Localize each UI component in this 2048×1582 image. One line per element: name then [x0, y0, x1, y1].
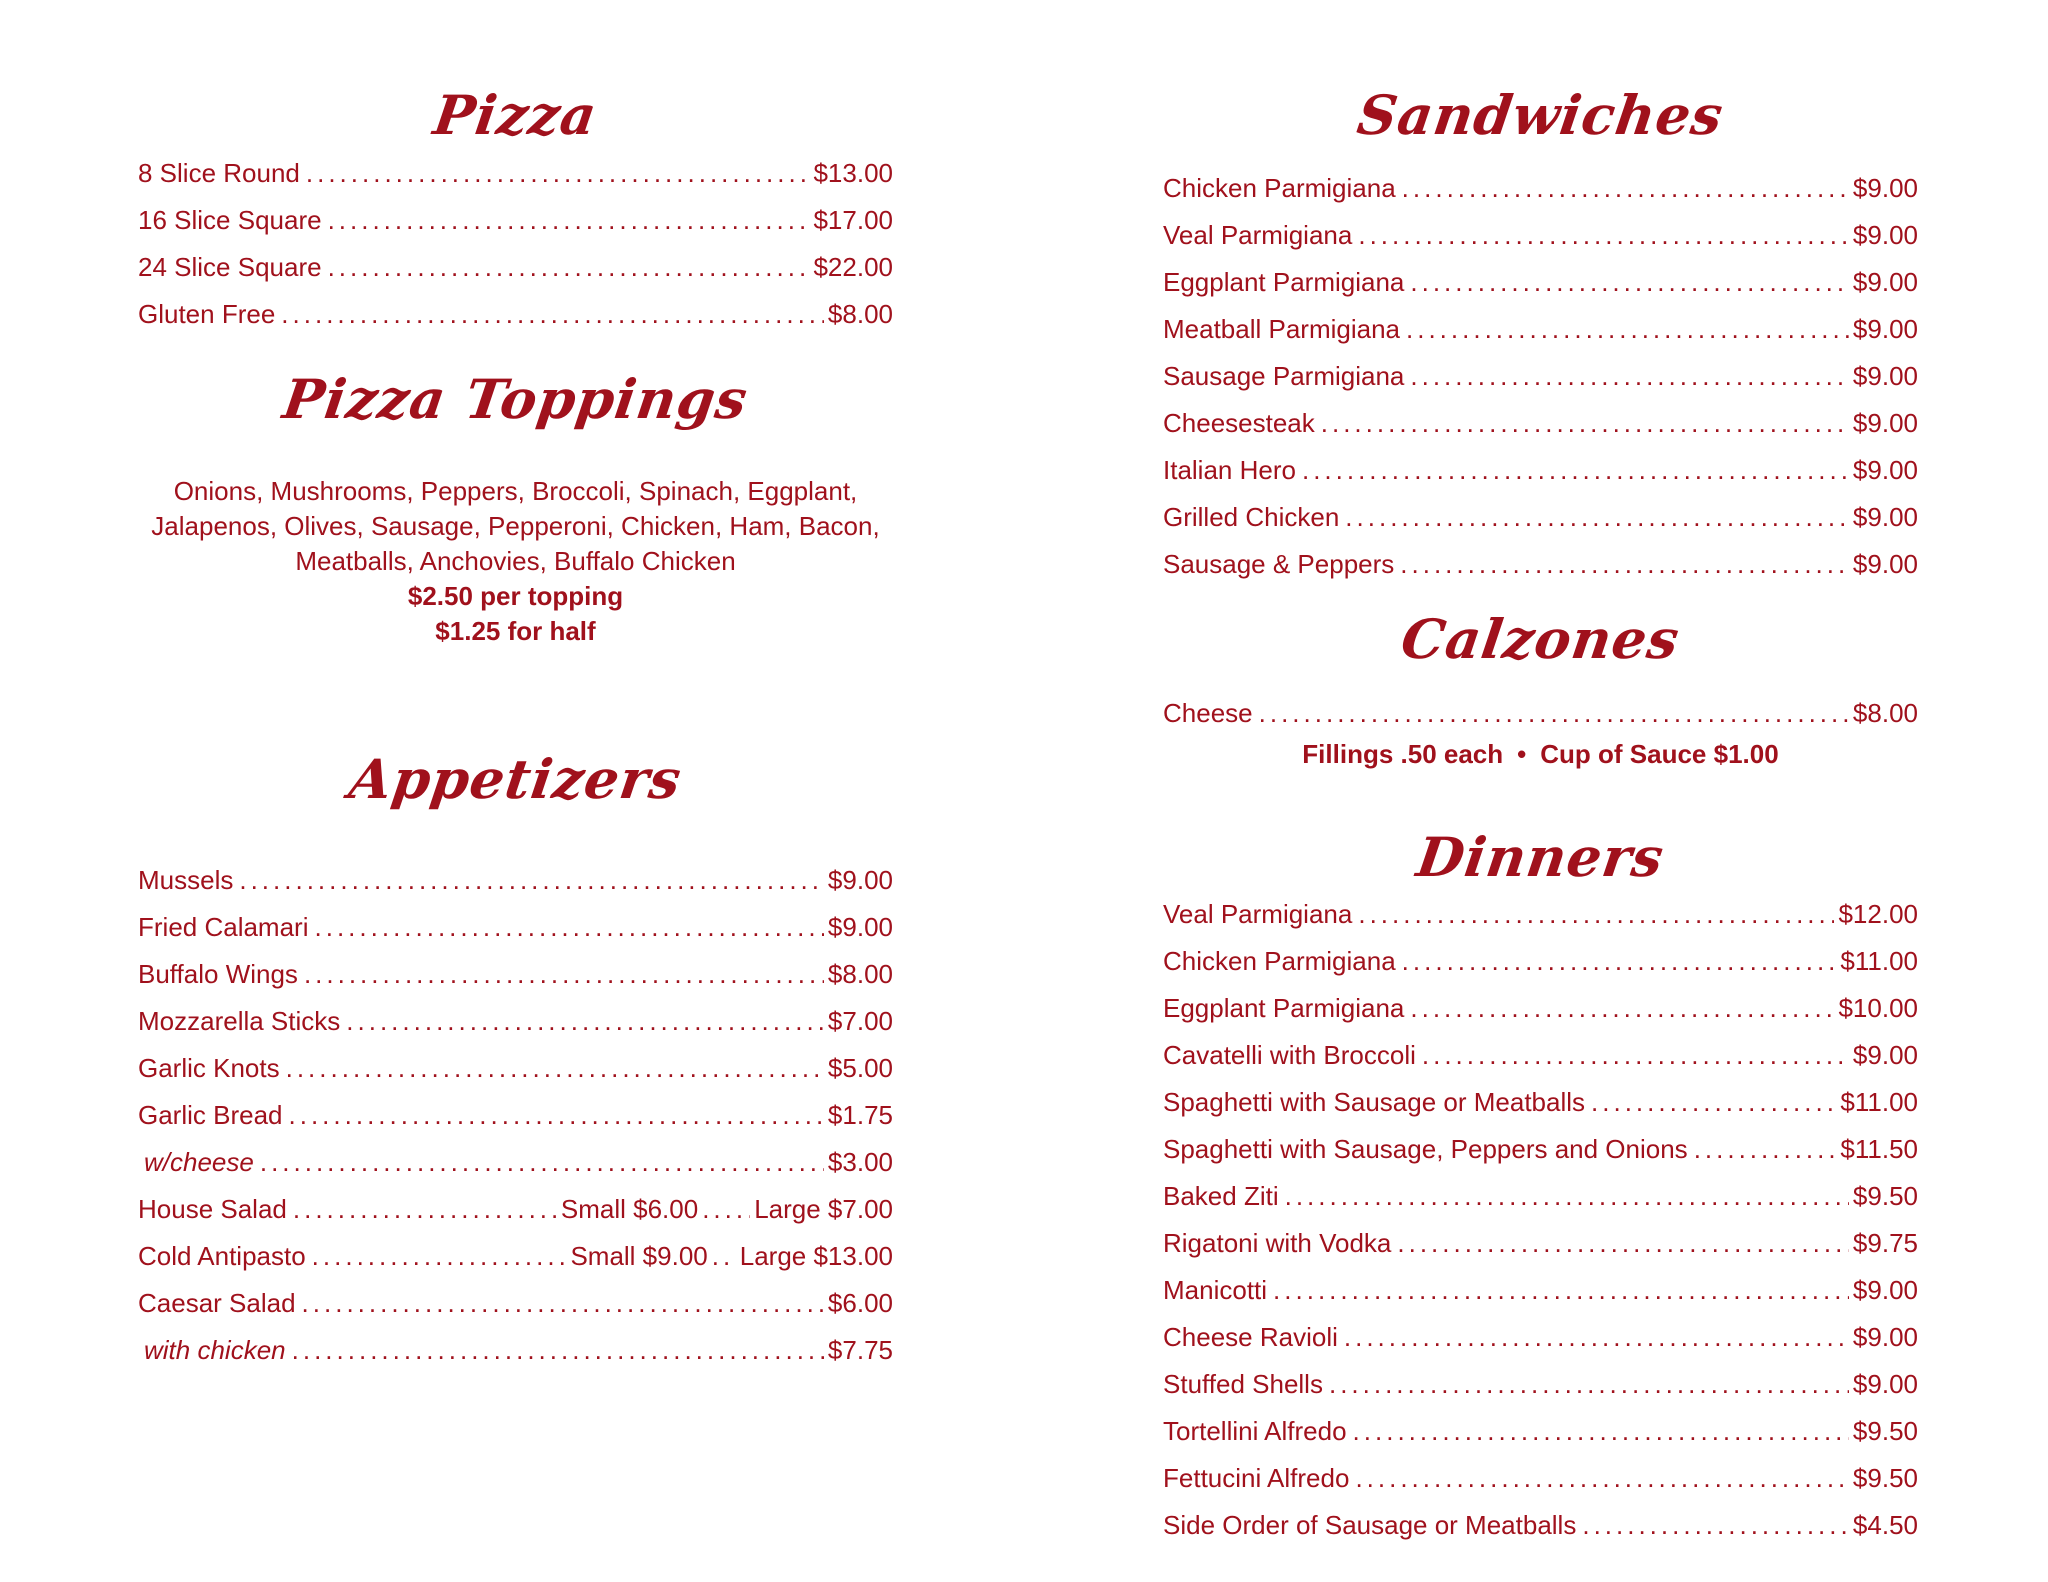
topping-half-price: $1.25 for half	[435, 616, 596, 646]
dinners-heading: Dinners	[1412, 825, 1669, 889]
menu-item-option	[138, 1327, 893, 1374]
leader-dots	[281, 291, 824, 338]
leader-dots	[328, 244, 810, 291]
menu-item	[1163, 259, 1918, 306]
calzone-note	[1163, 737, 1918, 772]
item-price: $9.00	[1852, 455, 1918, 485]
leader-dots	[328, 197, 810, 244]
item-price: $12.00	[1838, 899, 1918, 929]
item-name: Veal Parmigiana	[1163, 220, 1353, 250]
item-name: Mozzarella Sticks	[138, 1006, 341, 1036]
item-name: Spaghetti with Sausage or Meatballs	[1163, 1087, 1586, 1117]
item-price: $9.75	[1852, 1228, 1918, 1258]
leader-dots	[1582, 1502, 1849, 1549]
menu-item	[1163, 1267, 1918, 1314]
menu-item	[138, 244, 893, 291]
menu-item	[1163, 1502, 1918, 1549]
leader-dots	[1400, 541, 1849, 588]
item-name: Veal Parmigiana	[1163, 899, 1353, 929]
menu-item	[1163, 1220, 1918, 1267]
fillings-note: Fillings .50 each	[1302, 739, 1504, 769]
item-name: Chicken Parmigiana	[1163, 173, 1396, 203]
item-name: Buffalo Wings	[138, 959, 298, 989]
item-name: w/cheese	[144, 1147, 254, 1177]
item-name: House Salad	[138, 1194, 287, 1224]
menu-item	[1163, 447, 1918, 494]
item-price-large: Large $13.00	[739, 1241, 893, 1271]
calzones-list	[1163, 690, 1918, 772]
item-name: Eggplant Parmigiana	[1163, 267, 1405, 297]
item-name: Gluten Free	[138, 299, 276, 329]
item-price: $1.75	[827, 1100, 893, 1130]
leader-dots	[289, 1092, 824, 1139]
leader-dots	[1410, 353, 1849, 400]
leader-dots	[1353, 1408, 1849, 1455]
leader-dots	[1329, 1361, 1849, 1408]
sandwiches-heading: Sandwiches	[1353, 83, 1728, 147]
item-name: 24 Slice Square	[138, 252, 322, 282]
menu-item	[1163, 1079, 1918, 1126]
menu-item	[1163, 212, 1918, 259]
leader-dots	[1285, 1173, 1849, 1220]
menu-item	[138, 197, 893, 244]
leader-dots	[302, 1280, 824, 1327]
item-name: Eggplant Parmigiana	[1163, 993, 1405, 1023]
pizza-list	[138, 150, 893, 338]
item-name: Manicotti	[1163, 1275, 1268, 1305]
pizza-heading: Pizza	[429, 83, 602, 147]
menu-item	[1163, 1032, 1918, 1079]
item-price: $9.00	[827, 912, 893, 942]
leader-dots	[1345, 494, 1849, 541]
menu-item	[1163, 891, 1918, 938]
leader-dots	[346, 998, 824, 1045]
item-name: Caesar Salad	[138, 1288, 296, 1318]
menu-item	[1163, 938, 1918, 985]
calzones-heading: Calzones	[1397, 607, 1684, 671]
item-price: $9.00	[1852, 1322, 1918, 1352]
menu-item	[1163, 1173, 1918, 1220]
item-price: $11.00	[1840, 946, 1918, 976]
item-price: $7.00	[827, 1006, 893, 1036]
leader-dots	[1410, 259, 1849, 306]
appetizers-list	[138, 857, 893, 1374]
item-price: $17.00	[813, 205, 893, 235]
item-price: $9.00	[1852, 267, 1918, 297]
menu-item	[1163, 353, 1918, 400]
item-name: Sausage & Peppers	[1163, 549, 1395, 579]
item-price: $13.00	[813, 158, 893, 188]
menu-item	[138, 150, 893, 197]
item-price: $5.00	[827, 1053, 893, 1083]
sauce-note: Cup of Sauce $1.00	[1540, 739, 1779, 769]
leader-dots	[1397, 1220, 1849, 1267]
item-name: Cheese Ravioli	[1163, 1322, 1338, 1352]
menu-item	[1163, 1361, 1918, 1408]
item-price: $9.00	[1852, 314, 1918, 344]
item-name: Stuffed Shells	[1163, 1369, 1323, 1399]
item-name: Side Order of Sausage or Meatballs	[1163, 1510, 1577, 1540]
item-price: $9.00	[1852, 1040, 1918, 1070]
item-name: Cheese	[1163, 698, 1253, 728]
menu-item	[138, 904, 893, 951]
toppings-line: Onions, Mushrooms, Peppers, Broccoli, Spinach, Eggplant,	[173, 476, 858, 506]
item-price: $22.00	[813, 252, 893, 282]
item-price: $9.50	[1852, 1416, 1918, 1446]
menu-item	[138, 1045, 893, 1092]
item-name: 16 Slice Square	[138, 205, 322, 235]
menu-item	[1163, 1408, 1918, 1455]
leader-dots	[1358, 891, 1834, 938]
item-price: $9.50	[1852, 1463, 1918, 1493]
dinners-list	[1163, 891, 1918, 1549]
leader-dots	[239, 857, 824, 904]
toppings-description	[138, 474, 893, 649]
leader-dots	[1422, 1032, 1849, 1079]
toppings-line: Jalapenos, Olives, Sausage, Pepperoni, Chicken, Ham, Bacon,	[151, 511, 880, 541]
item-name: Fettucini Alfredo	[1163, 1463, 1350, 1493]
menu-item	[138, 1186, 893, 1233]
item-price: $8.00	[1852, 698, 1918, 728]
leader-dots	[1273, 1267, 1849, 1314]
menu-item	[1163, 1314, 1918, 1361]
toppings-line: Meatballs, Anchovies, Buffalo Chicken	[295, 546, 736, 576]
item-price-small: Small $9.00	[570, 1241, 708, 1271]
menu-item	[138, 1233, 893, 1280]
leader-dots	[286, 1045, 824, 1092]
item-name: Mussels	[138, 865, 234, 895]
menu-item	[1163, 400, 1918, 447]
leader-dots	[260, 1139, 824, 1186]
menu-item	[1163, 165, 1918, 212]
item-price: $9.50	[1852, 1181, 1918, 1211]
item-price: $11.50	[1840, 1134, 1918, 1164]
leader-dots	[702, 1186, 750, 1233]
leader-dots	[1410, 985, 1834, 1032]
item-price: $8.00	[827, 959, 893, 989]
item-name: Baked Ziti	[1163, 1181, 1279, 1211]
menu-item	[1163, 306, 1918, 353]
item-price: $10.00	[1838, 993, 1918, 1023]
leader-dots	[293, 1186, 557, 1233]
item-price: $9.00	[1852, 361, 1918, 391]
item-price: $3.00	[827, 1147, 893, 1177]
item-name: Grilled Chicken	[1163, 502, 1340, 532]
leader-dots	[1355, 1455, 1848, 1502]
leader-dots	[1402, 165, 1849, 212]
item-price-large: Large $7.00	[754, 1194, 893, 1224]
menu-item	[138, 998, 893, 1045]
topping-price: $2.50 per topping	[407, 581, 624, 611]
menu-item	[138, 1092, 893, 1139]
leader-dots	[292, 1327, 824, 1374]
item-price: $7.75	[827, 1335, 893, 1365]
item-name: 8 Slice Round	[138, 158, 300, 188]
item-name: Rigatoni with Vodka	[1163, 1228, 1392, 1258]
item-price: $9.00	[1852, 1275, 1918, 1305]
menu-item	[138, 291, 893, 338]
menu-item	[138, 1280, 893, 1327]
item-price: $6.00	[827, 1288, 893, 1318]
item-name: Chicken Parmigiana	[1163, 946, 1396, 976]
leader-dots	[1344, 1314, 1849, 1361]
item-price: $11.00	[1840, 1087, 1918, 1117]
leader-dots	[1259, 690, 1849, 737]
leader-dots	[312, 1233, 567, 1280]
leader-dots	[1406, 306, 1849, 353]
item-name: Meatball Parmigiana	[1163, 314, 1401, 344]
item-price: $9.00	[1852, 173, 1918, 203]
item-name: Fried Calamari	[138, 912, 309, 942]
menu-item	[1163, 541, 1918, 588]
item-price: $8.00	[827, 299, 893, 329]
menu-item	[138, 951, 893, 998]
leader-dots	[712, 1233, 736, 1280]
leader-dots	[1321, 400, 1849, 447]
item-name: Cavatelli with Broccoli	[1163, 1040, 1416, 1070]
item-name: Italian Hero	[1163, 455, 1296, 485]
leader-dots	[306, 150, 810, 197]
item-name: Cheesesteak	[1163, 408, 1315, 438]
pizza-toppings-heading: Pizza Toppings	[279, 367, 752, 431]
leader-dots	[315, 904, 824, 951]
appetizers-heading: Appetizers	[345, 747, 686, 811]
menu-item-option	[138, 1139, 893, 1186]
item-name: Tortellini Alfredo	[1163, 1416, 1347, 1446]
leader-dots	[304, 951, 824, 998]
item-price: $9.00	[827, 865, 893, 895]
item-price: $4.50	[1852, 1510, 1918, 1540]
sandwiches-list	[1163, 165, 1918, 588]
menu-item	[1163, 985, 1918, 1032]
leader-dots	[1302, 447, 1849, 494]
item-price: $9.00	[1852, 220, 1918, 250]
item-price: $9.00	[1852, 408, 1918, 438]
leader-dots	[1402, 938, 1837, 985]
item-name: Spaghetti with Sausage, Peppers and Onions	[1163, 1134, 1688, 1164]
item-price-small: Small $6.00	[560, 1194, 699, 1224]
item-name: Cold Antipasto	[138, 1241, 306, 1271]
menu-item	[1163, 690, 1918, 737]
menu-item	[138, 857, 893, 904]
item-price: $9.00	[1852, 1369, 1918, 1399]
item-price: $9.00	[1852, 502, 1918, 532]
bullet-separator: •	[1517, 739, 1527, 769]
leader-dots	[1694, 1126, 1837, 1173]
menu-item	[1163, 1126, 1918, 1173]
item-name: with chicken	[144, 1335, 286, 1365]
item-name: Sausage Parmigiana	[1163, 361, 1405, 391]
menu-item	[1163, 1455, 1918, 1502]
leader-dots	[1591, 1079, 1836, 1126]
leader-dots	[1358, 212, 1849, 259]
item-price: $9.00	[1852, 549, 1918, 579]
item-name: Garlic Knots	[138, 1053, 280, 1083]
item-name: Garlic Bread	[138, 1100, 283, 1130]
menu-item	[1163, 494, 1918, 541]
